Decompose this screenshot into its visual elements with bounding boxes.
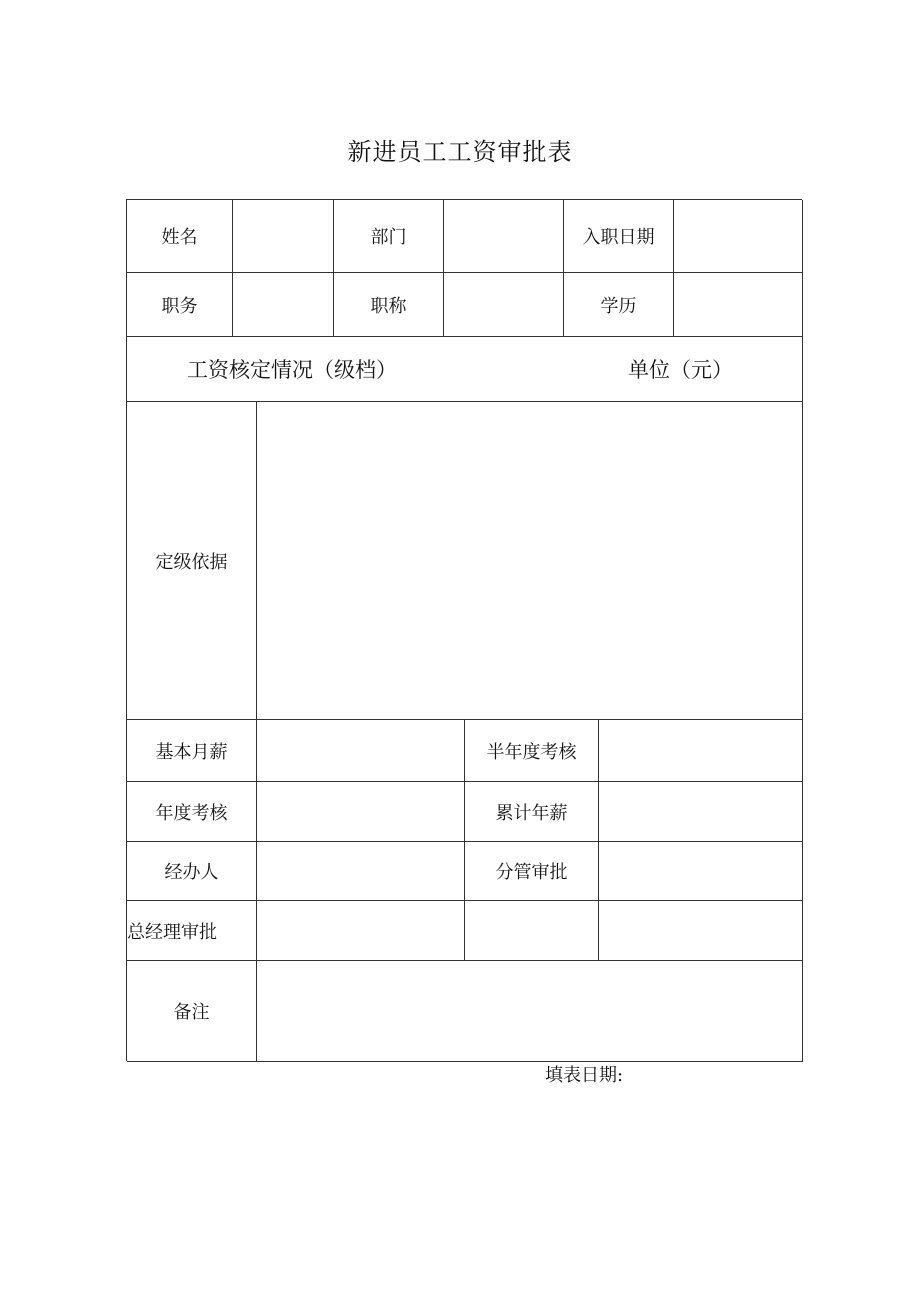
supervisor-approval-field[interactable] (599, 842, 803, 901)
half-year-review-label: 半年度考核 (465, 720, 599, 782)
hire-date-field[interactable] (674, 200, 803, 273)
grading-basis-field[interactable] (257, 402, 803, 720)
cumulative-annual-field[interactable] (599, 782, 803, 842)
position-label: 职务 (127, 273, 233, 337)
wage-section-heading: 工资核定情况（级档） (187, 358, 397, 382)
remarks-label: 备注 (127, 961, 257, 1062)
half-year-review-field[interactable] (599, 720, 803, 782)
gm-approval-field[interactable] (257, 901, 465, 961)
form-title: 新进员工工资审批表 (347, 138, 573, 166)
handler-label: 经办人 (127, 842, 257, 901)
extra-cell-1[interactable] (465, 901, 599, 961)
base-monthly-label: 基本月薪 (127, 720, 257, 782)
name-label: 姓名 (127, 200, 233, 273)
extra-cell-2[interactable] (599, 901, 803, 961)
approval-form-table (126, 199, 802, 1061)
grading-basis-label: 定级依据 (127, 402, 257, 720)
education-label: 学历 (564, 273, 674, 337)
hire-date-label: 入职日期 (564, 200, 674, 273)
annual-review-field[interactable] (257, 782, 465, 842)
name-field[interactable] (233, 200, 334, 273)
title-label: 职称 (334, 273, 444, 337)
base-monthly-field[interactable] (257, 720, 465, 782)
remarks-field[interactable] (257, 961, 803, 1062)
dept-field[interactable] (444, 200, 564, 273)
fill-date-label: 填表日期: (545, 1065, 624, 1086)
position-field[interactable] (233, 273, 334, 337)
cumulative-annual-label: 累计年薪 (465, 782, 599, 842)
title-field[interactable] (444, 273, 564, 337)
education-field[interactable] (674, 273, 803, 337)
dept-label: 部门 (334, 200, 444, 273)
annual-review-label: 年度考核 (127, 782, 257, 842)
handler-field[interactable] (257, 842, 465, 901)
supervisor-approval-label: 分管审批 (465, 842, 599, 901)
wage-section-row (127, 337, 803, 402)
gm-approval-label: 总经理审批 (127, 901, 257, 961)
wage-unit: 单位（元） (628, 358, 733, 382)
